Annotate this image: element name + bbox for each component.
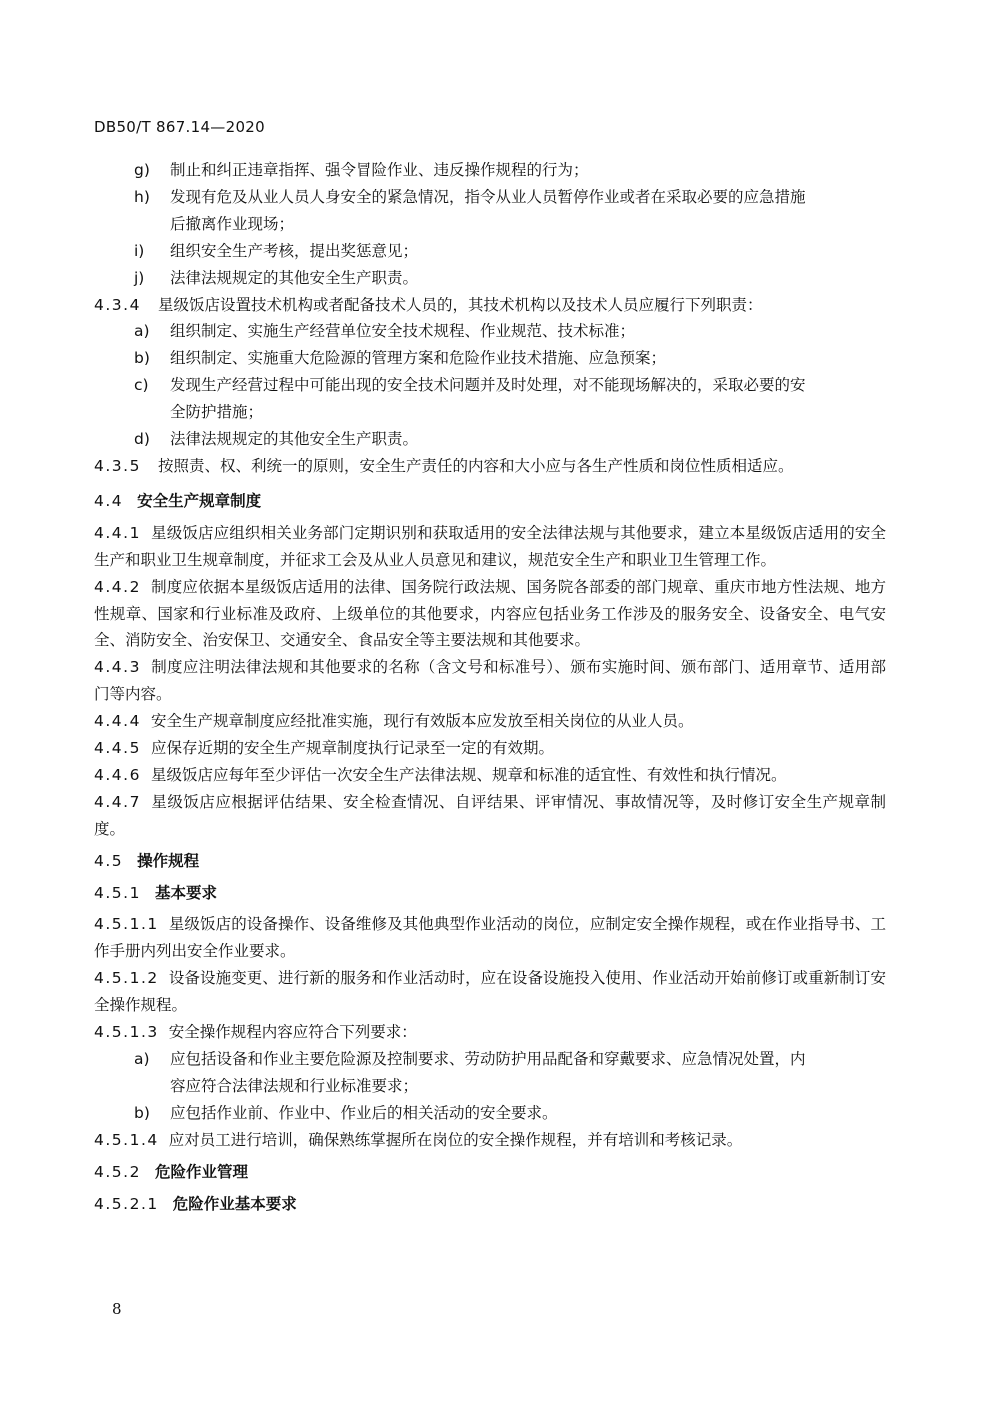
list-marker: g) (134, 161, 150, 179)
clause-number: 4.5.1.3 (94, 1023, 159, 1042)
section-heading-4-4 (94, 488, 886, 515)
list-text: 法律法规规定的其他安全生产职责。 (170, 268, 419, 287)
clause-number: 4.4.5 (94, 739, 141, 758)
page-number: 8 (112, 1300, 122, 1318)
clause-text: 星级饭店应组织相关业务部门定期识别和获取适用的安全法律法规与其他要求，建立本星级饭店适用的安全生产和职业卫生规章制度，并征求工会及从业人员意见和建议，规范安全生产和职业卫生管理工作。 (94, 523, 886, 569)
clause-text: 星级饭店应每年至少评估一次安全生产法律法规、规章和标准的适宜性、有效性和执行情况。 (150, 765, 787, 784)
section-title: 安全生产规章制度 (137, 491, 262, 510)
list-item (94, 372, 886, 399)
clause-text: 星级饭店设置技术机构或者配备技术人员的，其技术机构以及技术人员应履行下列职责： (158, 295, 763, 314)
list-marker: d) (134, 430, 150, 449)
list-item (94, 426, 886, 453)
clause-number: 4.3.5 (94, 456, 141, 475)
list-item (94, 1046, 886, 1073)
clause-4-4-5 (94, 735, 886, 762)
clause-text: 按照责、权、利统一的原则，安全生产责任的内容和大小应与各生产性质和岗位性质相适应。 (158, 456, 794, 475)
list-marker: c) (134, 376, 149, 395)
document-code: DB50/T 867.14—2020 (94, 118, 265, 136)
list-text: 组织制定、实施生产经营单位安全技术规程、作业规范、技术标准； (170, 322, 636, 341)
section-number: 4.5.2.1 (94, 1194, 159, 1213)
section-title: 危险作业管理 (154, 1162, 248, 1181)
list-marker: a) (134, 322, 150, 341)
clause-text: 星级饭店的设备操作、设备维修及其他典型作业活动的岗位，应制定安全操作规程，或在作业指导书、工作手册内列出安全作业要求。 (94, 915, 886, 961)
clause-4-4-2 (94, 574, 886, 655)
list-marker: a) (134, 1050, 150, 1068)
clause-text: 应对员工进行培训，确保熟练掌握所在岗位的安全操作规程，并有培训和考核记录。 (168, 1130, 743, 1149)
section-title: 操作规程 (137, 851, 200, 870)
clause-4-4-4 (94, 708, 886, 735)
list-item (94, 345, 886, 372)
clause-text: 制度应注明法律法规和其他要求的名称（含文号和标准号）、颁布实施时间、颁布部门、适用章节、适用部门等内容。 (94, 658, 886, 704)
clause-text: 安全生产规章制度应经批准实施，现行有效版本应发放至相关岗位的从业人员。 (150, 712, 694, 731)
list-item (94, 318, 886, 345)
clause-4-5-1-3 (94, 1019, 886, 1046)
clause-4-3-5 (94, 453, 886, 480)
clause-4-4-1 (94, 520, 886, 574)
list-item (94, 157, 886, 184)
list-marker: b) (134, 1103, 150, 1122)
list-text: 应包括作业前、作业中、作业后的相关活动的安全要求。 (170, 1103, 558, 1122)
list-text: 制止和纠正违章指挥、强令冒险作业、违反操作规程的行为； (170, 161, 589, 179)
list-text: 发现有危及从业人员人身安全的紧急情况，指令从业人员暂停作业或者在采取必要的应急措施 (170, 187, 806, 206)
clause-number: 4.4.3 (94, 658, 141, 677)
list-marker: j) (134, 268, 145, 287)
list-text: 组织制定、实施重大危险源的管理方案和危险作业技术措施、应急预案； (170, 349, 667, 368)
clause-number: 4.5.1.1 (94, 915, 159, 934)
list-text: 组织安全生产考核，提出奖惩意见； (170, 241, 419, 260)
list-text: 发现生产经营过程中可能出现的安全技术问题并及时处理，对不能现场解决的，采取必要的安 (170, 376, 806, 395)
list-text: 法律法规规定的其他安全生产职责。 (170, 430, 419, 449)
clause-4-5-1-4 (94, 1127, 886, 1154)
section-number: 4.5.1 (94, 883, 141, 902)
section-heading-4-5-2 (94, 1159, 886, 1186)
document-body (94, 157, 886, 1222)
clause-number: 4.4.1 (94, 523, 141, 542)
clause-4-4-3 (94, 654, 886, 708)
list-item (94, 238, 886, 265)
clause-number: 4.4.4 (94, 712, 141, 731)
clause-number: 4.5.1.2 (94, 969, 159, 988)
clause-4-3-4 (94, 292, 886, 319)
section-heading-4-5 (94, 848, 886, 875)
list-item (94, 184, 886, 211)
list-item-continuation: 容应符合法律法规和行业标准要求； (170, 1076, 419, 1095)
list-item-continuation: 后撤离作业现场； (170, 214, 295, 233)
section-heading-4-5-1 (94, 880, 886, 907)
clause-text: 应保存近期的安全生产规章制度执行记录至一定的有效期。 (150, 739, 554, 758)
section-number: 4.5.2 (94, 1162, 141, 1181)
list-marker: h) (134, 187, 150, 206)
section-number: 4.4 (94, 491, 124, 510)
clause-4-4-6 (94, 762, 886, 789)
clause-text: 星级饭店应根据评估结果、安全检查情况、自评结果、评审情况、事故情况等，及时修订安全生产规章制度。 (94, 792, 886, 838)
clause-text: 制度应依据本星级饭店适用的法律、国务院行政法规、国务院各部委的部门规章、重庆市地方性法规、地方性规章、国家和行业标准及政府、上级单位的其他要求，内容应包括业务工作涉及的服务安全、设备安全、电气安全、消防安全、治安保卫、交通安全、食品安全等主要法规和其他要求。 (94, 577, 886, 650)
list-marker: i) (134, 241, 145, 260)
list-item (94, 1100, 886, 1127)
clause-number: 4.4.7 (94, 792, 141, 811)
clause-4-5-1-2 (94, 965, 886, 1019)
section-title: 基本要求 (154, 883, 217, 902)
clause-number: 4.4.6 (94, 765, 141, 784)
clause-text: 安全操作规程内容应符合下列要求： (168, 1023, 417, 1042)
clause-4-5-1-1 (94, 911, 886, 965)
list-item-continuation: 全防护措施； (170, 403, 264, 422)
clause-number: 4.5.1.4 (94, 1130, 159, 1149)
section-heading-4-5-2-1 (94, 1191, 886, 1218)
list-text: 应包括设备和作业主要危险源及控制要求、劳动防护用品配备和穿戴要求、应急情况处置，内 (170, 1050, 806, 1068)
clause-number: 4.4.2 (94, 577, 141, 596)
clause-4-4-7 (94, 789, 886, 843)
clause-text: 设备设施变更、进行新的服务和作业活动时，应在设备设施投入使用、作业活动开始前修订或重新制订安全操作规程。 (94, 969, 886, 1015)
clause-number: 4.3.4 (94, 295, 141, 314)
section-title: 危险作业基本要求 (172, 1194, 297, 1213)
list-item (94, 265, 886, 292)
list-marker: b) (134, 349, 150, 368)
section-number: 4.5 (94, 851, 124, 870)
